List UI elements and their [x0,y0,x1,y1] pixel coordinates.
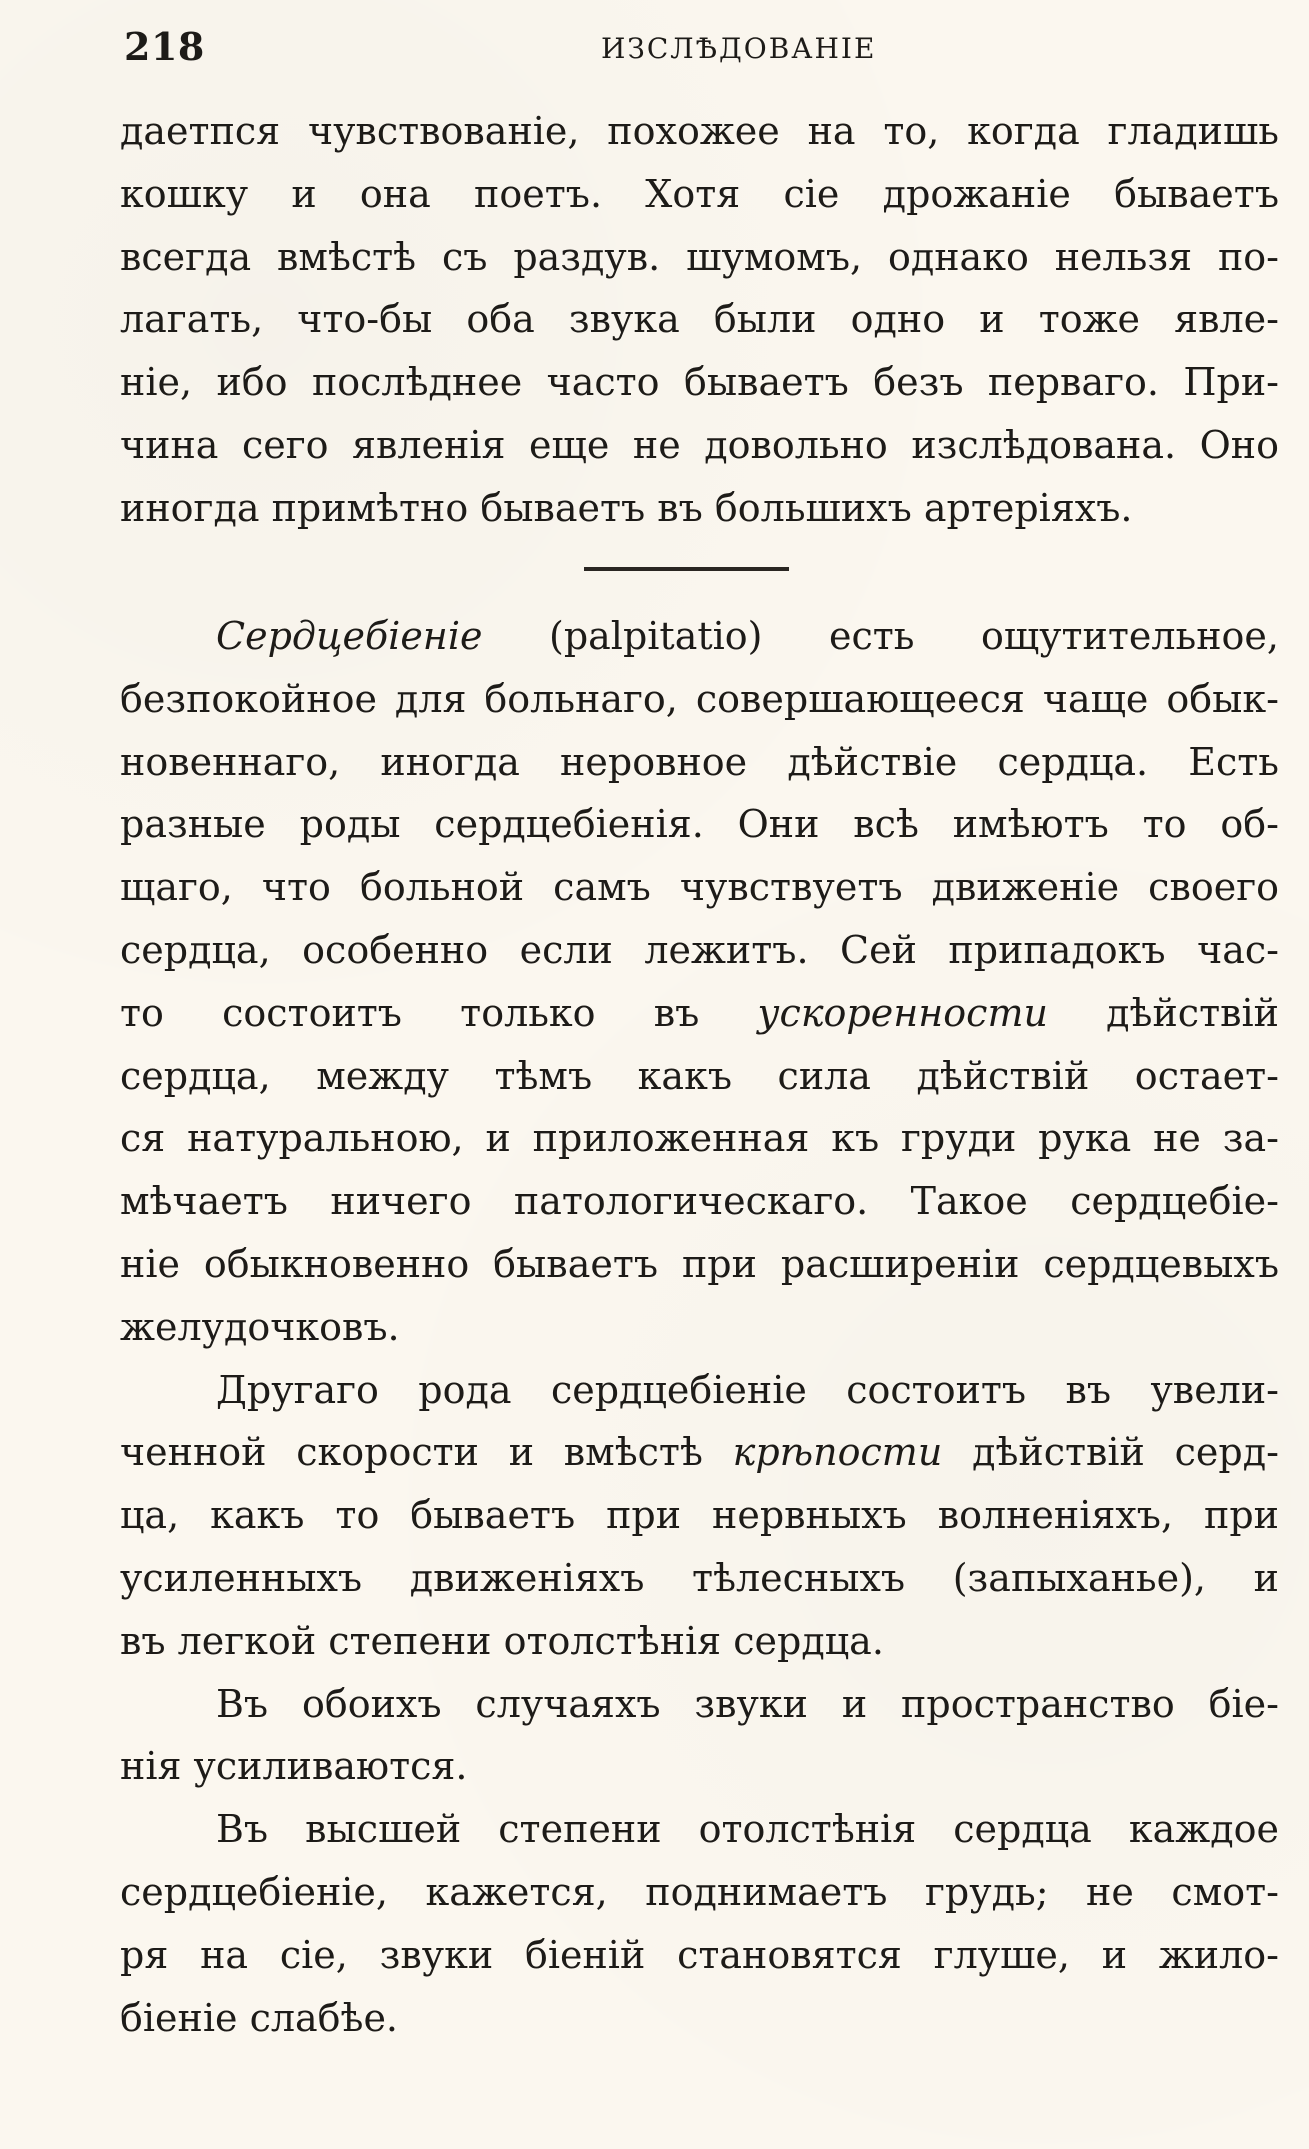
text-line: въ легкой степени отолстѣнія сердца. [120,1618,884,1663]
running-head: ИЗСЛѢДОВАНІЕ [601,32,877,65]
text-line: ря на сіе, звуки біеній становятся глуше, и жило- [120,1932,1279,1977]
section-divider [584,567,789,571]
page-number: 218 [124,24,205,69]
text-line: ніе обыкновенно бываетъ при расширеніи сердцевыхъ [120,1241,1279,1286]
text-line-with-emphasis [120,1421,1279,1484]
text-line: новеннаго, иногда неровное дѣйствіе сердца. Есть [120,739,1279,784]
text-line: желудочковъ. [120,1304,400,1349]
text-line: даетпся чувствованіе, похожее на то, когда гладишь [120,109,1279,153]
text-line: ся натуральною, и приложенная къ груди рука не за- [120,1116,1279,1161]
text-line: кошку и она поетъ. Хотя сіе дрожаніе бываетъ [120,171,1279,216]
term-heading: Сердцебіеніе [216,614,483,658]
text-line: щаго, что больной самъ чувствуетъ движеніе своего [120,865,1279,910]
text-line: лагать, что-бы оба звука были одно и тоже явле- [120,297,1279,342]
page-header [124,24,1309,69]
text-line: разные роды сердцебіенія. Они всѣ имѣютъ то об- [120,802,1279,847]
line-prefix: то состоитъ только въ [120,990,700,1035]
text-line: всегда вмѣстѣ съ раздув. шумомъ, однако нельзя по- [120,234,1279,279]
main-text [120,605,1279,2049]
paragraph-1 [120,100,1279,540]
line-suffix: дѣйствій серд- [972,1430,1279,1475]
text-line: сердца, особенно если лежитъ. Сей припадокъ час- [120,927,1279,972]
emphasis-text: крѣпости [732,1430,943,1475]
text-line: ніе, ибо послѣднее часто бываетъ безъ перваго. При- [120,360,1279,405]
paragraph-5-first-line: Въ высшей степени отолстѣнія сердца каждое [216,1807,1279,1852]
text-line: безпокойное для больнаго, совершающееся чаще обык- [120,676,1279,721]
text-line-with-emphasis [120,982,1279,1045]
text-line: ца, какъ то бываетъ при нервныхъ волненіяхъ, при [120,1493,1279,1538]
text-line: мѣчаетъ ничего патологическаго. Такое сердцебіе- [120,1179,1279,1224]
line-prefix: ченной скорости и вмѣстѣ [120,1430,703,1475]
text-line: сердцебіеніе, кажется, поднимаетъ грудь; не смот- [120,1869,1279,1914]
term-rest: (palpitatio) есть ощутительное, [482,614,1279,658]
text-line: нія усиливаются. [120,1744,468,1789]
paragraph-4-first-line: Въ обоихъ случаяхъ звуки и пространство біе- [216,1681,1279,1726]
text-line: чина сего явленія еще не довольно изслѣдована. Оно [120,422,1279,467]
emphasis-text: ускоренности [757,990,1048,1035]
paragraph-3-first-line: Другаго рода сердцебіеніе состоитъ въ увели- [216,1367,1279,1412]
text-line: усиленныхъ движеніяхъ тѣлесныхъ (запыханье), и [120,1555,1279,1600]
paragraph-2-first-line [120,605,1279,668]
text-line: иногда примѣтно бываетъ въ большихъ артеріяхъ. [120,485,1133,530]
line-suffix: дѣйствій [1106,990,1279,1035]
text-line: сердца, между тѣмъ какъ сила дѣйствій остает- [120,1053,1279,1098]
text-line: біеніе слабѣе. [120,1995,399,2040]
